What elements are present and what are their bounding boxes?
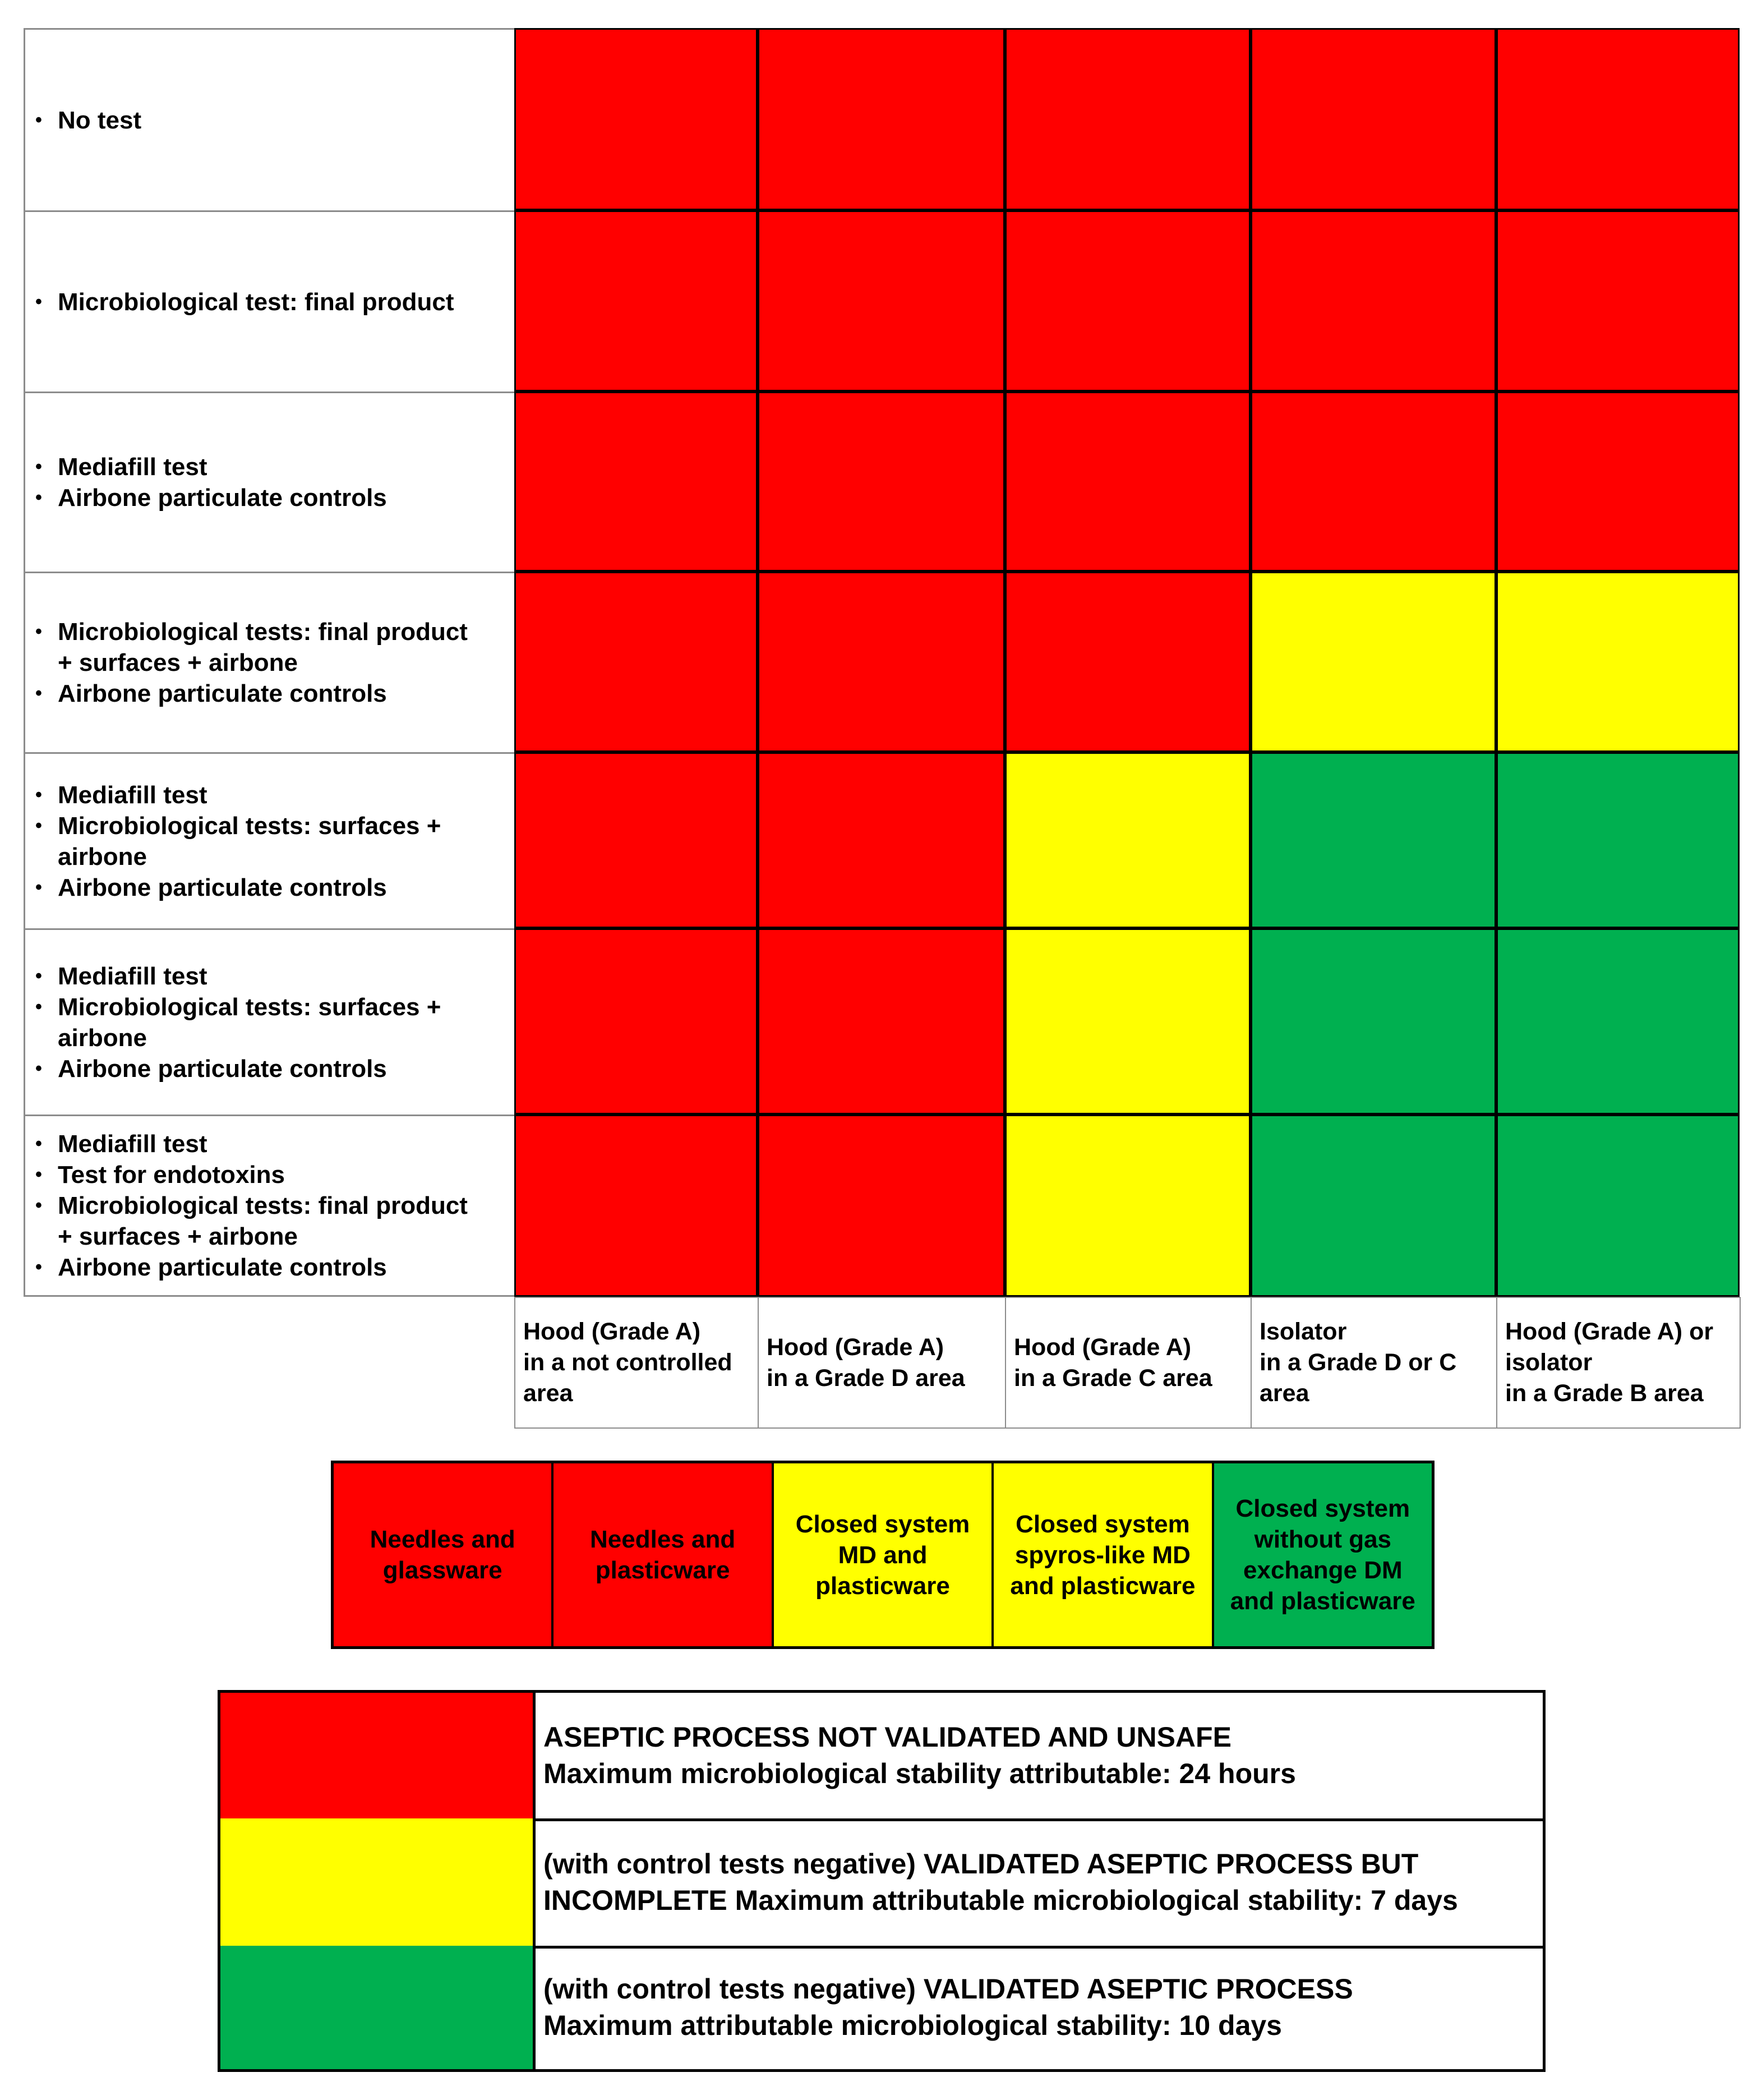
- test-item: • Airbone particulate controls: [35, 482, 387, 513]
- test-item: • Airbone particulate controls: [35, 1252, 468, 1283]
- risk-cell-red: [514, 572, 758, 752]
- risk-cell-yellow: [1005, 928, 1251, 1115]
- environment-column-header: Hood (Grade A) or isolator in a Grade B area: [1496, 1297, 1741, 1429]
- risk-cell-green: [1496, 752, 1740, 928]
- color-key-swatch: [220, 1693, 536, 1818]
- test-item: • Test for endotoxins: [35, 1159, 468, 1190]
- risk-cell-red: [514, 210, 758, 392]
- device-legend-item: Closed system without gas exchange DM and plasticware: [1214, 1463, 1432, 1646]
- test-level-row-label: [24, 752, 514, 930]
- risk-cell-red: [758, 752, 1005, 928]
- risk-cell-red: [1496, 28, 1740, 210]
- test-item: • Airbone particulate controls: [35, 678, 468, 709]
- test-level-row-label: [24, 392, 514, 573]
- risk-cell-red: [1496, 392, 1740, 572]
- color-key-row: [220, 1818, 1543, 1949]
- test-item: • No test: [35, 105, 141, 136]
- risk-cell-red: [514, 752, 758, 928]
- color-key-description: ASEPTIC PROCESS NOT VALIDATED AND UNSAFE Maximum microbiological stability attributable: 24 hours: [543, 1721, 1296, 1789]
- risk-cell-red: [1251, 28, 1496, 210]
- test-level-row-label: [24, 210, 514, 393]
- risk-cell-red: [758, 572, 1005, 752]
- test-item: • Airbone particulate controls: [35, 1053, 441, 1084]
- test-item: • Mediafill test: [35, 452, 387, 482]
- risk-cell-red: [758, 28, 1005, 210]
- device-legend-item: Needles and plasticware: [553, 1463, 773, 1646]
- risk-cell-red: [514, 1115, 758, 1297]
- risk-cell-green: [1251, 752, 1496, 928]
- color-key-description: (with control tests negative) VALIDATED ASEPTIC PROCESS Maximum attributable microbiological stability: 10 days: [543, 1973, 1353, 2041]
- test-item: • Airbone particulate controls: [35, 872, 441, 903]
- test-item: • Mediafill test: [35, 780, 441, 810]
- color-key-description: (with control tests negative) VALIDATED ASEPTIC PROCESS BUT INCOMPLETE Maximum attributable microbiological stability: 7 days: [543, 1848, 1458, 1916]
- risk-cell-red: [1251, 210, 1496, 392]
- test-item: • Microbiological tests: final product + surfaces + airbone: [35, 1190, 468, 1252]
- test-item: • Mediafill test: [35, 1129, 468, 1159]
- environment-column-headers: [514, 1297, 1740, 1429]
- device-legend-item: Closed system spyros-like MD and plasticware: [994, 1463, 1214, 1646]
- risk-cell-yellow: [1005, 1115, 1251, 1297]
- risk-cell-red: [1005, 572, 1251, 752]
- risk-cell-red: [1496, 210, 1740, 392]
- risk-cell-red: [514, 928, 758, 1115]
- environment-column-header: Hood (Grade A) in a Grade D area: [758, 1297, 1006, 1429]
- risk-cell-green: [1496, 928, 1740, 1115]
- risk-cell-red: [758, 392, 1005, 572]
- color-key-swatch: [220, 1818, 536, 1946]
- test-level-row-label: [24, 572, 514, 754]
- test-item: • Mediafill test: [35, 961, 441, 992]
- environment-column-header: Hood (Grade A) in a Grade C area: [1005, 1297, 1252, 1429]
- device-legend-item: Closed system MD and plasticware: [774, 1463, 994, 1646]
- risk-cell-red: [758, 210, 1005, 392]
- test-level-row-label: [24, 928, 514, 1116]
- risk-cell-yellow: [1005, 752, 1251, 928]
- risk-cell-red: [1005, 28, 1251, 210]
- color-key-row: [220, 1946, 1543, 2069]
- risk-cell-red: [758, 928, 1005, 1115]
- risk-cell-red: [1251, 392, 1496, 572]
- risk-cell-green: [1251, 1115, 1496, 1297]
- risk-cell-green: [1496, 1115, 1740, 1297]
- risk-cell-red: [758, 1115, 1005, 1297]
- test-level-row-label: [24, 28, 514, 212]
- risk-cell-yellow: [1496, 572, 1740, 752]
- risk-cell-yellow: [1251, 572, 1496, 752]
- risk-cell-red: [514, 28, 758, 210]
- test-level-row-label: [24, 1115, 514, 1297]
- device-legend: [331, 1461, 1434, 1649]
- color-key-legend: [218, 1690, 1546, 2072]
- risk-cell-red: [514, 392, 758, 572]
- color-key-swatch: [220, 1946, 536, 2069]
- environment-column-header: Hood (Grade A) in a not controlled area: [514, 1297, 759, 1429]
- test-item: • Microbiological tests: surfaces + airbone: [35, 992, 441, 1053]
- risk-cell-red: [1005, 210, 1251, 392]
- test-item: • Microbiological tests: surfaces + airbone: [35, 810, 441, 872]
- device-legend-item: Needles and glassware: [334, 1463, 553, 1646]
- test-item: • Microbiological tests: final product + surfaces + airbone: [35, 616, 468, 678]
- risk-matrix-grid: [514, 28, 1740, 1297]
- risk-cell-green: [1251, 928, 1496, 1115]
- risk-cell-red: [1005, 392, 1251, 572]
- color-key-row: [220, 1693, 1543, 1821]
- test-item: • Microbiological test: final product: [35, 287, 454, 317]
- environment-column-header: Isolator in a Grade D or C area: [1251, 1297, 1497, 1429]
